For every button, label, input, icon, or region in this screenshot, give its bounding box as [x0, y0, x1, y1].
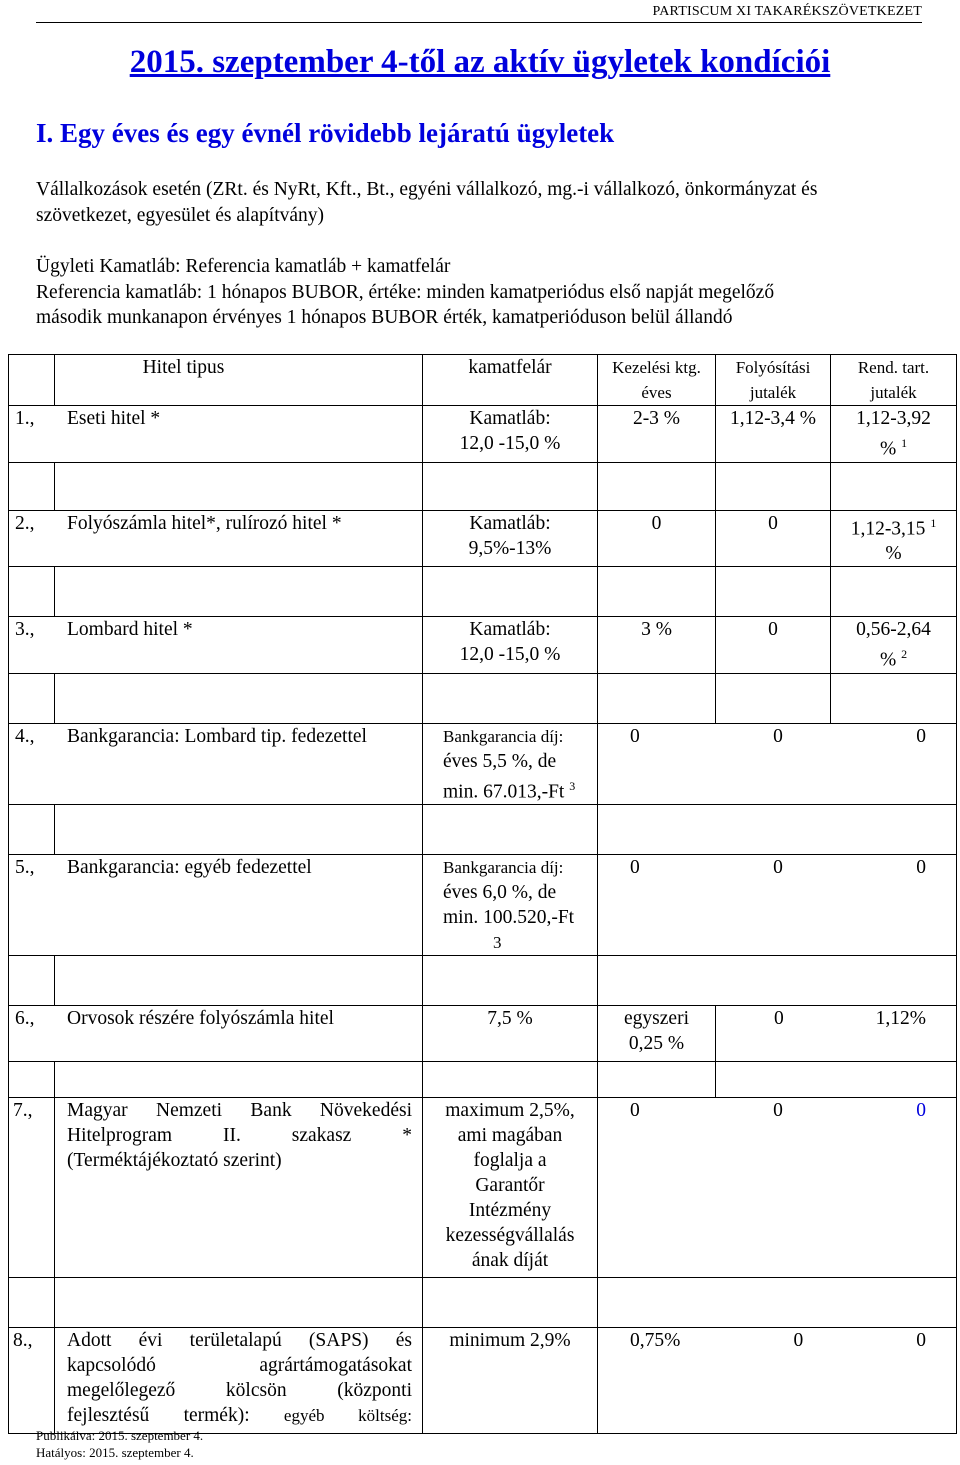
row2-handling-fee: 0: [598, 510, 716, 567]
row1-commitment-fee: 1,12-3,92 % $^1$: [831, 406, 957, 463]
table-row: 3., Lombard hitel * Kamatláb: 12,0 -15,0 % 3 % 0 0,56-2,64 % $^2$: [9, 617, 957, 674]
conditions-table: [8, 354, 957, 1434]
table-row: 1., Eseti hitel * Kamatláb: 12,0 -15,0 % 2-3 % 1,12-3,4 % 1,12-3,92 % $^1$: [9, 406, 957, 463]
row7-fees: 0 0 0: [598, 1098, 957, 1278]
header-commitment-fee: Rend. tart. jutalék: [831, 355, 957, 406]
row8-fees: 0,75% 0 0: [598, 1328, 957, 1434]
header-margin: kamatfelár: [423, 355, 598, 406]
effective-date: Hatályos: 2015. szeptember 4.: [36, 1445, 194, 1460]
reference-definition-1: Referencia kamatláb: 1 hónapos BUBOR, értéke: minden kamatperiódus első napját megelőző: [36, 282, 775, 303]
row1-margin: Kamatláb: 12,0 -15,0 %: [423, 406, 598, 463]
row5-margin: Bankgarancia díj: éves 6,0 %, de min. 100.520,-Ft 3: [423, 855, 598, 956]
row1-disbursement-fee: 1,12-3,4 %: [716, 406, 831, 463]
intro-line-1: Vállalkozások esetén (ZRt. és NyRt, Kft., Bt., egyéni vállalkozó, mg.-i vállalkozó, önkormányzat és: [36, 179, 818, 200]
table-row: 4., Bankgarancia: Lombard tip. fedezettel Bankgarancia díj: éves 5,5 %, de min. 67.013,-Ft $^3$ 0 0 0: [9, 723, 957, 805]
section-title: I. Egy éves és egy évnél rövidebb lejáratú ügyletek: [36, 118, 615, 148]
row2-commitment-fee: 1,12-3,15 $^1$ %: [831, 510, 957, 567]
row2-disbursement-fee: 0: [716, 510, 831, 567]
row8-num: 8.,: [9, 1328, 55, 1434]
header-disbursement-fee: Folyósítási jutalék: [716, 355, 831, 406]
table-row: [9, 1328, 957, 1434]
header-handling-fee: Kezelési ktg. éves: [598, 355, 716, 406]
published-date: Publikálva: 2015. szeptember 4.: [36, 1428, 204, 1443]
page-title: 2015. szeptember 4-től az aktív ügyletek kondíciói: [129, 44, 831, 80]
rate-definition: Ügyleti Kamatláb: Referencia kamatláb + kamatfelár: [36, 256, 451, 277]
row2-margin: Kamatláb: 9,5%-13%: [423, 510, 598, 567]
intro-line-2: szövetkezet, egyesület és alapítvány): [36, 205, 325, 226]
reference-definition-2: második munkanapon érvényes 1 hónapos BUBOR érték, kamatperióduson belül állandó: [36, 307, 733, 328]
table-row: [9, 1098, 957, 1278]
row3-handling-fee: 3 %: [598, 617, 716, 674]
header-rule: [36, 22, 922, 23]
row3-disbursement-fee: 0: [716, 617, 831, 674]
row5-fees: 0 0 0: [598, 855, 957, 956]
table-header-row: [9, 355, 957, 406]
table-row: 6., Orvosok részére folyószámla hitel 7,5 % egyszeri 0,25 % 0 1,12%: [9, 1006, 957, 1062]
row6-handling-fee: egyszeri 0,25 %: [598, 1006, 716, 1062]
row8-margin: minimum 2,9%: [423, 1328, 598, 1434]
row6-margin: 7,5 %: [423, 1006, 598, 1062]
row4-fees: 0 0 0: [598, 723, 957, 805]
table-row: 2., Folyószámla hitel*, rulírozó hitel * Kamatláb: 9,5%-13% 0 0 1,12-3,15 $^1$ %: [9, 510, 957, 567]
row7-num: 7.,: [9, 1098, 55, 1278]
row4-margin: Bankgarancia díj: éves 5,5 %, de min. 67.013,-Ft $^3$: [423, 723, 598, 805]
row3-margin: Kamatláb: 12,0 -15,0 %: [423, 617, 598, 674]
table-row: 5., Bankgarancia: egyéb fedezettel Bankgarancia díj: éves 6,0 %, de min. 100.520,-Ft 3 0 0 0: [9, 855, 957, 956]
row8-name: Adott évi területalapú (SAPS) és kapcsolódó agrártámogatásokat megelőlegező kölcsön (központi fejlesztésű termék): egyéb költség:: [55, 1328, 423, 1434]
row3-commitment-fee: 0,56-2,64 % $^2$: [831, 617, 957, 674]
header-type: Hitel tipus: [55, 355, 423, 406]
row1-handling-fee: 2-3 %: [598, 406, 716, 463]
row7-name: Magyar Nemzeti Bank Növekedési Hitelprogram II. szakasz * (Terméktájékoztató szerint): [55, 1098, 423, 1278]
row6-fees: 0 1,12%: [716, 1006, 957, 1062]
bank-name-header: PARTISCUM XI TAKARÉKSZÖVETKEZET: [652, 4, 922, 19]
row7-margin: maximum 2,5%, ami magában foglalja a Garantőr Intézmény kezességvállalás ának díját: [423, 1098, 598, 1278]
